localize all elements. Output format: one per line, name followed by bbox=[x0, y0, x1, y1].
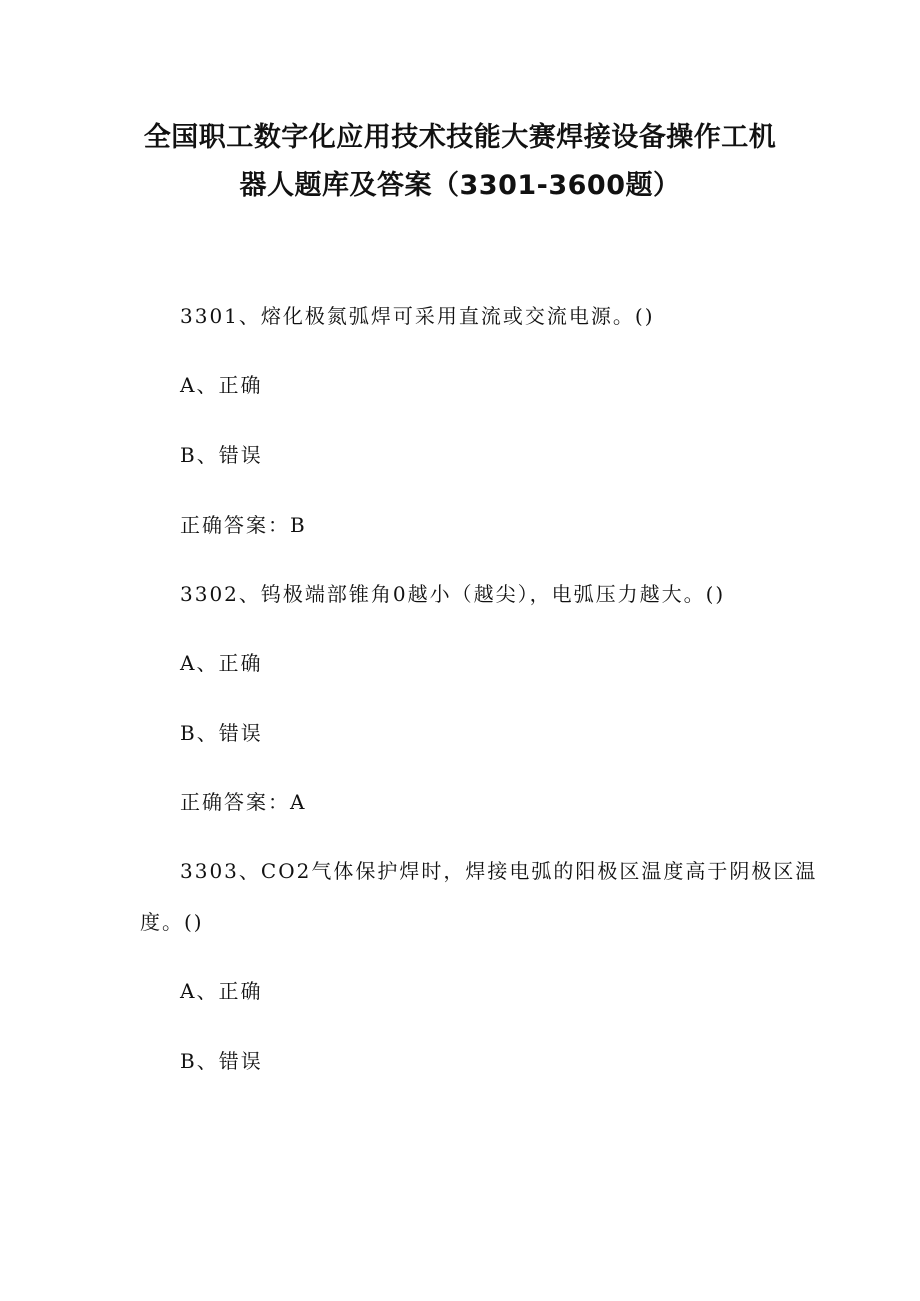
question-3303-option-b: B、错误 bbox=[180, 1049, 263, 1073]
question-3303-stem-line-2: 度。() bbox=[140, 910, 204, 934]
question-3303-stem-line-1: 3303、CO2气体保护焊时，焊接电弧的阳极区温度高于阴极区温 bbox=[180, 859, 818, 883]
question-3303-option-a: A、正确 bbox=[180, 979, 263, 1003]
question-3302-option-a: A、正确 bbox=[180, 651, 263, 675]
question-3302-answer: 正确答案：A bbox=[180, 790, 307, 814]
document-title-line-1: 全国职工数字化应用技术技能大赛焊接设备操作工机 bbox=[143, 122, 777, 153]
question-3301-option-b: B、错误 bbox=[180, 443, 263, 467]
question-3302-stem: 3302、钨极端部锥角0越小（越尖），电弧压力越大。() bbox=[180, 582, 726, 606]
question-3301-stem: 3301、熔化极氮弧焊可采用直流或交流电源。() bbox=[180, 304, 655, 328]
question-3301-option-a: A、正确 bbox=[180, 373, 263, 397]
document-title-line-2: 器人题库及答案（3301-3600题） bbox=[239, 170, 681, 201]
question-3302-option-b: B、错误 bbox=[180, 721, 263, 745]
question-3301-answer: 正确答案：B bbox=[180, 513, 307, 537]
